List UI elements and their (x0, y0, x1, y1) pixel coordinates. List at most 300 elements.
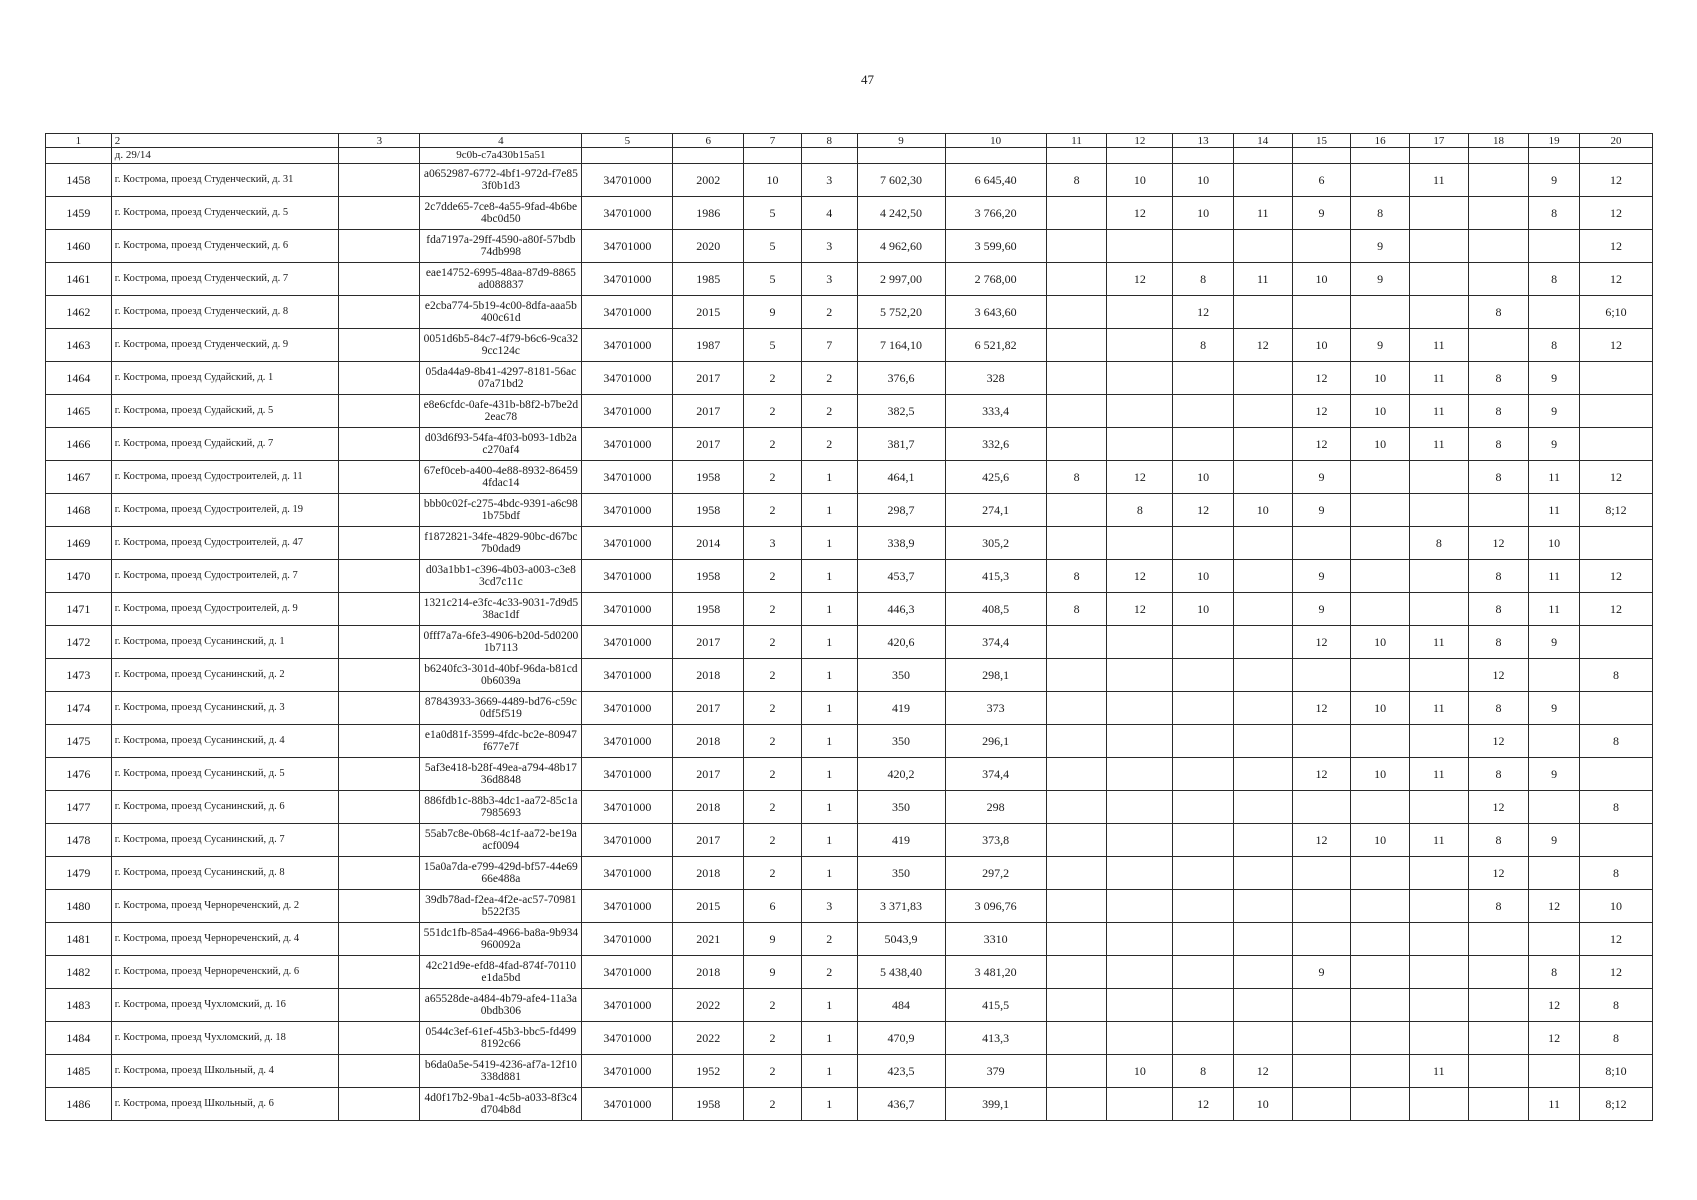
table-cell-col-15 (1292, 1022, 1351, 1055)
table-cell-col-8: 3 (801, 263, 857, 296)
table-row (46, 692, 1653, 725)
table-cell-col-5: 34701000 (582, 989, 673, 1022)
table-cell-col-9: 419 (857, 692, 945, 725)
table-cell-col-6: 2018 (673, 791, 744, 824)
table-cell-col-17: 11 (1409, 362, 1468, 395)
table-cell-col-11 (1046, 758, 1107, 791)
table-cell-col-12 (1107, 362, 1173, 395)
table-cell-col-3 (339, 560, 420, 593)
table-cell-col-11: 8 (1046, 164, 1107, 197)
table-cell-col-8: 1 (801, 989, 857, 1022)
table-cell-col-15: 6 (1292, 164, 1351, 197)
table-cell-col-2: г. Кострома, проезд Студенческий, д. 7 (111, 263, 339, 296)
table-cell-col-12 (1107, 758, 1173, 791)
table-cell-col-16 (1351, 1088, 1410, 1121)
table-cell-col-4: 42c21d9e-efd8-4fad-874f-70110e1da5bd (420, 956, 582, 989)
table-cell-col-8: 1 (801, 758, 857, 791)
table-cell-col-13 (1173, 890, 1234, 923)
table-cell-col-16: 9 (1351, 329, 1410, 362)
table-cell-col-14 (1233, 362, 1292, 395)
table-cell-col-5: 34701000 (582, 329, 673, 362)
table-cell-col-12 (1107, 692, 1173, 725)
table-cell-col-14 (1233, 593, 1292, 626)
page-number: 47 (861, 72, 874, 87)
table-cell-col-6: 1987 (673, 329, 744, 362)
table-cell-col-15: 12 (1292, 824, 1351, 857)
table-cell-col-8: 3 (801, 890, 857, 923)
table-cell-col-3 (339, 263, 420, 296)
table-cell-col-7: 2 (744, 857, 802, 890)
table-cell-col-11 (1046, 791, 1107, 824)
table-cell-col-15 (1292, 890, 1351, 923)
table-cell-col-10: 399,1 (945, 1088, 1046, 1121)
table-cell-col-15: 12 (1292, 692, 1351, 725)
table-cell-col-15: 9 (1292, 593, 1351, 626)
table-cell-col-18: 8 (1468, 560, 1529, 593)
table-cell-col-7: 2 (744, 593, 802, 626)
table-cell-col-2: г. Кострома, проезд Сусанинский, д. 1 (111, 626, 339, 659)
table-cell-col-17 (1409, 1088, 1468, 1121)
table-cell-col-6: 2015 (673, 890, 744, 923)
table-cell-col-2: г. Кострома, проезд Сусанинский, д. 3 (111, 692, 339, 725)
continuation-cell-col-5 (582, 148, 673, 164)
table-cell-col-15 (1292, 857, 1351, 890)
table-cell-col-19 (1529, 1055, 1580, 1088)
table-cell-col-10: 332,6 (945, 428, 1046, 461)
header-cell-col-6: 6 (673, 134, 744, 148)
table-cell-col-12 (1107, 395, 1173, 428)
table-cell-col-15: 12 (1292, 428, 1351, 461)
table-cell-col-10: 3 096,76 (945, 890, 1046, 923)
table-cell-col-13: 10 (1173, 593, 1234, 626)
table-cell-col-10: 415,5 (945, 989, 1046, 1022)
table-cell-col-9: 7 164,10 (857, 329, 945, 362)
table-cell-col-9: 5 752,20 (857, 296, 945, 329)
table-cell-col-17: 11 (1409, 626, 1468, 659)
table-cell-col-7: 2 (744, 989, 802, 1022)
table-cell-col-2: г. Кострома, проезд Чухломский, д. 18 (111, 1022, 339, 1055)
table-cell-col-17: 8 (1409, 527, 1468, 560)
table-cell-col-3 (339, 428, 420, 461)
table-cell-col-2: г. Кострома, проезд Студенческий, д. 5 (111, 197, 339, 230)
table-cell-col-2: г. Кострома, проезд Чернореченский, д. 4 (111, 923, 339, 956)
table-cell-col-19: 11 (1529, 1088, 1580, 1121)
table-row (46, 197, 1653, 230)
table-cell-col-10: 425,6 (945, 461, 1046, 494)
table-cell-col-9: 5043,9 (857, 923, 945, 956)
table-cell-col-12: 12 (1107, 461, 1173, 494)
table-cell-col-9: 2 997,00 (857, 263, 945, 296)
table-cell-col-15 (1292, 725, 1351, 758)
table-cell-col-13 (1173, 692, 1234, 725)
table-cell-col-3 (339, 890, 420, 923)
header-cell-col-4: 4 (420, 134, 582, 148)
table-cell-col-6: 2014 (673, 527, 744, 560)
table-cell-col-7: 5 (744, 230, 802, 263)
table-cell-col-4: eae14752-6995-48aa-87d9-8865ad088837 (420, 263, 582, 296)
table-cell-col-7: 10 (744, 164, 802, 197)
table-cell-col-16 (1351, 296, 1410, 329)
table-cell-col-13 (1173, 395, 1234, 428)
table-cell-col-12 (1107, 989, 1173, 1022)
table-cell-col-19 (1529, 230, 1580, 263)
continuation-cell-col-11 (1046, 148, 1107, 164)
table-row (46, 989, 1653, 1022)
table-cell-col-13: 8 (1173, 263, 1234, 296)
table-cell-col-10: 415,3 (945, 560, 1046, 593)
table-cell-col-11 (1046, 692, 1107, 725)
table-cell-col-15: 12 (1292, 758, 1351, 791)
table-cell-col-9: 420,2 (857, 758, 945, 791)
continuation-cell-col-18 (1468, 148, 1529, 164)
table-cell-col-20 (1579, 527, 1652, 560)
table-cell-col-5: 34701000 (582, 593, 673, 626)
table-cell-col-20: 8 (1579, 989, 1652, 1022)
continuation-cell-col-6 (673, 148, 744, 164)
table-cell-col-7: 2 (744, 725, 802, 758)
table-cell-col-8: 1 (801, 1088, 857, 1121)
table-cell-col-18: 12 (1468, 857, 1529, 890)
table-cell-col-2: г. Кострома, проезд Судостроителей, д. 9 (111, 593, 339, 626)
table-cell-col-14 (1233, 791, 1292, 824)
table-cell-col-4: b6da0a5e-5419-4236-af7a-12f10338d881 (420, 1055, 582, 1088)
continuation-cell-col-12 (1107, 148, 1173, 164)
table-cell-col-7: 2 (744, 494, 802, 527)
table-cell-col-7: 2 (744, 626, 802, 659)
table-cell-col-13 (1173, 428, 1234, 461)
table-cell-col-17 (1409, 461, 1468, 494)
table-cell-col-13 (1173, 362, 1234, 395)
table-cell-col-5: 34701000 (582, 362, 673, 395)
table-row (46, 263, 1653, 296)
table-cell-col-11 (1046, 263, 1107, 296)
continuation-cell-col-20 (1579, 148, 1652, 164)
table-cell-col-17 (1409, 923, 1468, 956)
table-cell-col-7: 2 (744, 692, 802, 725)
table-cell-col-5: 34701000 (582, 263, 673, 296)
table-cell-col-6: 1958 (673, 593, 744, 626)
table-cell-col-11 (1046, 296, 1107, 329)
table-cell-col-5: 34701000 (582, 890, 673, 923)
continuation-cell-col-19 (1529, 148, 1580, 164)
table-cell-col-18 (1468, 1055, 1529, 1088)
continuation-cell-col-4: 9c0b-c7a430b15a51 (420, 148, 582, 164)
table-row (46, 593, 1653, 626)
table-cell-col-7: 5 (744, 197, 802, 230)
table-cell-col-17 (1409, 263, 1468, 296)
table-cell-col-17 (1409, 197, 1468, 230)
table-cell-col-5: 34701000 (582, 1022, 673, 1055)
table-cell-col-4: 15a0a7da-e799-429d-bf57-44e6966e488a (420, 857, 582, 890)
table-cell-col-7: 2 (744, 758, 802, 791)
table-cell-col-20: 12 (1579, 197, 1652, 230)
table-row (46, 626, 1653, 659)
table-cell-col-4: e2cba774-5b19-4c00-8dfa-aaa5b400c61d (420, 296, 582, 329)
table-cell-col-12: 12 (1107, 263, 1173, 296)
table-cell-col-19: 9 (1529, 395, 1580, 428)
table-cell-col-8: 2 (801, 362, 857, 395)
table-cell-col-13 (1173, 230, 1234, 263)
table-cell-col-6: 2017 (673, 692, 744, 725)
table-cell-col-18 (1468, 164, 1529, 197)
table-cell-col-18: 8 (1468, 824, 1529, 857)
table-cell-col-19 (1529, 857, 1580, 890)
table-cell-col-9: 350 (857, 857, 945, 890)
table-cell-col-7: 2 (744, 395, 802, 428)
table-cell-col-17 (1409, 296, 1468, 329)
table-cell-col-17 (1409, 560, 1468, 593)
table-cell-col-3 (339, 527, 420, 560)
table-cell-col-8: 1 (801, 593, 857, 626)
table-cell-col-18 (1468, 329, 1529, 362)
table-cell-col-11 (1046, 725, 1107, 758)
table-cell-col-20: 6;10 (1579, 296, 1652, 329)
table-cell-col-13: 8 (1173, 1055, 1234, 1088)
table-cell-col-14: 12 (1233, 1055, 1292, 1088)
table-cell-col-15 (1292, 923, 1351, 956)
table-cell-col-18: 8 (1468, 362, 1529, 395)
table-cell-col-16 (1351, 593, 1410, 626)
table-cell-col-8: 1 (801, 461, 857, 494)
table-cell-col-10: 2 768,00 (945, 263, 1046, 296)
table-cell-col-19: 11 (1529, 461, 1580, 494)
table-cell-col-14 (1233, 989, 1292, 1022)
table-cell-col-20: 8 (1579, 1022, 1652, 1055)
continuation-cell-col-8 (801, 148, 857, 164)
table-cell-col-9: 350 (857, 725, 945, 758)
table-cell-col-4: d03a1bb1-c396-4b03-a003-c3e83cd7c11c (420, 560, 582, 593)
table-cell-col-12 (1107, 890, 1173, 923)
table-cell-col-6: 2018 (673, 956, 744, 989)
table-cell-col-19: 12 (1529, 989, 1580, 1022)
table-cell-col-15: 10 (1292, 329, 1351, 362)
continuation-cell-col-15 (1292, 148, 1351, 164)
table-cell-col-7: 2 (744, 461, 802, 494)
table-cell-col-5: 34701000 (582, 956, 673, 989)
table-row (46, 725, 1653, 758)
table-cell-col-1: 1462 (46, 296, 112, 329)
table-cell-col-8: 7 (801, 329, 857, 362)
header-cell-col-5: 5 (582, 134, 673, 148)
table-cell-col-2: г. Кострома, проезд Сусанинский, д. 4 (111, 725, 339, 758)
table-cell-col-15 (1292, 989, 1351, 1022)
table-cell-col-1: 1474 (46, 692, 112, 725)
table-cell-col-1: 1483 (46, 989, 112, 1022)
table-cell-col-19: 9 (1529, 428, 1580, 461)
header-cell-col-2: 2 (111, 134, 339, 148)
table-cell-col-8: 1 (801, 791, 857, 824)
table-cell-col-7: 2 (744, 1088, 802, 1121)
table-cell-col-20: 8 (1579, 791, 1652, 824)
table-cell-col-9: 436,7 (857, 1088, 945, 1121)
table-cell-col-10: 373,8 (945, 824, 1046, 857)
table-cell-col-11 (1046, 857, 1107, 890)
table-cell-col-15: 9 (1292, 494, 1351, 527)
table-cell-col-19 (1529, 791, 1580, 824)
table-cell-col-3 (339, 461, 420, 494)
table-cell-col-9: 7 602,30 (857, 164, 945, 197)
table-cell-col-16 (1351, 989, 1410, 1022)
table-cell-col-5: 34701000 (582, 692, 673, 725)
table-cell-col-16 (1351, 1022, 1410, 1055)
table-cell-col-3 (339, 362, 420, 395)
table-row (46, 659, 1653, 692)
table-cell-col-10: 298,1 (945, 659, 1046, 692)
table-cell-col-5: 34701000 (582, 197, 673, 230)
table-cell-col-16 (1351, 923, 1410, 956)
table-cell-col-4: 55ab7c8e-0b68-4c1f-aa72-be19aacf0094 (420, 824, 582, 857)
table-cell-col-7: 2 (744, 1022, 802, 1055)
table-cell-col-1: 1466 (46, 428, 112, 461)
table-cell-col-17 (1409, 659, 1468, 692)
table-cell-col-5: 34701000 (582, 1055, 673, 1088)
table-cell-col-4: a65528de-a484-4b79-afe4-11a3a0bdb306 (420, 989, 582, 1022)
table-cell-col-9: 420,6 (857, 626, 945, 659)
table-cell-col-15: 9 (1292, 956, 1351, 989)
table-cell-col-1: 1463 (46, 329, 112, 362)
table-cell-col-17: 11 (1409, 824, 1468, 857)
table-cell-col-18 (1468, 1022, 1529, 1055)
table-cell-col-10: 3 643,60 (945, 296, 1046, 329)
table-cell-col-17: 11 (1409, 329, 1468, 362)
table-cell-col-5: 34701000 (582, 164, 673, 197)
table-cell-col-2: г. Кострома, проезд Сусанинский, д. 5 (111, 758, 339, 791)
table-cell-col-3 (339, 659, 420, 692)
table-cell-col-13 (1173, 758, 1234, 791)
table-cell-col-6: 2022 (673, 1022, 744, 1055)
table-cell-col-4: a0652987-6772-4bf1-972d-f7e853f0b1d3 (420, 164, 582, 197)
table-cell-col-3 (339, 791, 420, 824)
table-cell-col-14 (1233, 923, 1292, 956)
table-cell-col-3 (339, 1088, 420, 1121)
table-row (46, 1088, 1653, 1121)
register-table-body (46, 134, 1653, 1121)
table-cell-col-3 (339, 494, 420, 527)
table-cell-col-16 (1351, 956, 1410, 989)
table-cell-col-15 (1292, 1088, 1351, 1121)
table-cell-col-16: 10 (1351, 362, 1410, 395)
table-cell-col-14 (1233, 758, 1292, 791)
table-cell-col-10: 305,2 (945, 527, 1046, 560)
table-cell-col-2: г. Кострома, проезд Сусанинский, д. 6 (111, 791, 339, 824)
table-row (46, 923, 1653, 956)
table-cell-col-13: 10 (1173, 461, 1234, 494)
table-cell-col-18: 12 (1468, 725, 1529, 758)
table-cell-col-11 (1046, 890, 1107, 923)
table-cell-col-12: 8 (1107, 494, 1173, 527)
table-cell-col-17 (1409, 956, 1468, 989)
table-cell-col-11: 8 (1046, 560, 1107, 593)
table-cell-col-3 (339, 296, 420, 329)
table-cell-col-16: 10 (1351, 428, 1410, 461)
table-cell-col-8: 2 (801, 395, 857, 428)
table-cell-col-13 (1173, 527, 1234, 560)
table-cell-col-20: 8 (1579, 659, 1652, 692)
table-cell-col-1: 1459 (46, 197, 112, 230)
table-cell-col-3 (339, 626, 420, 659)
table-cell-col-16 (1351, 461, 1410, 494)
table-cell-col-7: 5 (744, 329, 802, 362)
table-cell-col-20 (1579, 626, 1652, 659)
table-cell-col-19 (1529, 296, 1580, 329)
table-cell-col-8: 3 (801, 164, 857, 197)
table-cell-col-12 (1107, 659, 1173, 692)
table-cell-col-1: 1458 (46, 164, 112, 197)
table-cell-col-13: 8 (1173, 329, 1234, 362)
table-cell-col-4: 5af3e418-b28f-49ea-a794-48b1736d8848 (420, 758, 582, 791)
table-cell-col-18 (1468, 923, 1529, 956)
table-cell-col-17 (1409, 230, 1468, 263)
table-cell-col-10: 3 599,60 (945, 230, 1046, 263)
table-cell-col-2: г. Кострома, проезд Студенческий, д. 9 (111, 329, 339, 362)
table-cell-col-3 (339, 923, 420, 956)
table-cell-col-17: 11 (1409, 428, 1468, 461)
table-cell-col-12 (1107, 626, 1173, 659)
table-cell-col-20 (1579, 758, 1652, 791)
table-cell-col-11 (1046, 395, 1107, 428)
header-cell-col-8: 8 (801, 134, 857, 148)
table-cell-col-6: 2017 (673, 824, 744, 857)
table-cell-col-14 (1233, 857, 1292, 890)
table-cell-col-4: 1321c214-e3fc-4c33-9031-7d9d538ac1df (420, 593, 582, 626)
table-cell-col-13 (1173, 1022, 1234, 1055)
table-cell-col-5: 34701000 (582, 923, 673, 956)
table-cell-col-4: d03d6f93-54fa-4f03-b093-1db2ac270af4 (420, 428, 582, 461)
table-cell-col-5: 34701000 (582, 758, 673, 791)
table-cell-col-14: 11 (1233, 197, 1292, 230)
table-cell-col-4: 05da44a9-8b41-4297-8181-56ac07a71bd2 (420, 362, 582, 395)
table-cell-col-16: 9 (1351, 230, 1410, 263)
table-cell-col-15: 10 (1292, 263, 1351, 296)
table-cell-col-19: 11 (1529, 560, 1580, 593)
table-cell-col-2: г. Кострома, проезд Сусанинский, д. 2 (111, 659, 339, 692)
table-cell-col-8: 1 (801, 494, 857, 527)
table-cell-col-7: 2 (744, 824, 802, 857)
table-cell-col-11 (1046, 923, 1107, 956)
table-cell-col-1: 1473 (46, 659, 112, 692)
table-cell-col-8: 2 (801, 296, 857, 329)
table-cell-col-12: 10 (1107, 164, 1173, 197)
table-cell-col-20: 8;12 (1579, 1088, 1652, 1121)
table-cell-col-20: 12 (1579, 461, 1652, 494)
table-cell-col-1: 1464 (46, 362, 112, 395)
table-cell-col-10: 3 766,20 (945, 197, 1046, 230)
table-cell-col-20: 12 (1579, 230, 1652, 263)
table-cell-col-6: 2015 (673, 296, 744, 329)
table-cell-col-7: 9 (744, 923, 802, 956)
table-cell-col-1: 1479 (46, 857, 112, 890)
table-cell-col-6: 1958 (673, 1088, 744, 1121)
table-cell-col-7: 6 (744, 890, 802, 923)
table-cell-col-2: г. Кострома, проезд Судайский, д. 7 (111, 428, 339, 461)
table-cell-col-10: 297,2 (945, 857, 1046, 890)
table-cell-col-14 (1233, 890, 1292, 923)
table-cell-col-9: 350 (857, 659, 945, 692)
table-cell-col-7: 2 (744, 362, 802, 395)
table-cell-col-10: 333,4 (945, 395, 1046, 428)
table-cell-col-17 (1409, 989, 1468, 1022)
table-cell-col-8: 1 (801, 659, 857, 692)
table-cell-col-3 (339, 1055, 420, 1088)
table-cell-col-11 (1046, 1022, 1107, 1055)
table-cell-col-19: 12 (1529, 1022, 1580, 1055)
table-cell-col-20: 12 (1579, 593, 1652, 626)
table-cell-col-6: 2018 (673, 857, 744, 890)
table-cell-col-20: 12 (1579, 263, 1652, 296)
table-cell-col-9: 5 438,40 (857, 956, 945, 989)
table-cell-col-6: 2017 (673, 758, 744, 791)
table-cell-col-8: 1 (801, 692, 857, 725)
